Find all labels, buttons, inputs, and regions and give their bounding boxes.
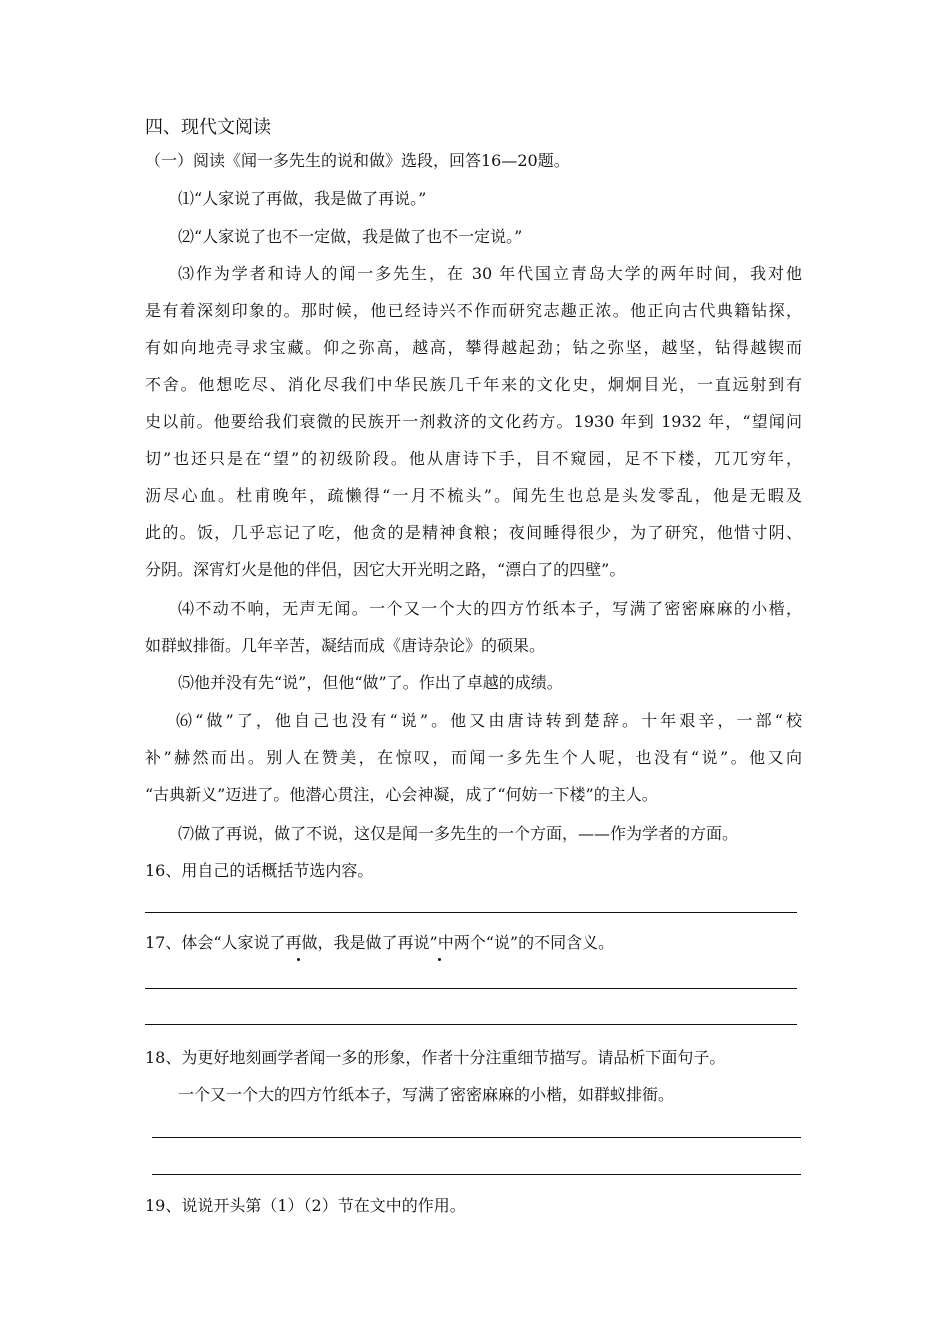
passage-paragraph-3-line: 有如向地壳寻求宝藏。仰之弥高，越高，攀得越起劲；钻之弥坚，越坚，钻得越锲而 xyxy=(145,338,802,357)
passage-paragraph-3-line: 是有着深刻印象的。那时候，他已经诗兴不作而研究志趣正浓。他正向古代典籍钻探， xyxy=(145,301,802,320)
emphasis-dot xyxy=(297,958,300,961)
question-16: 16、用自己的话概括节选内容。 xyxy=(145,861,374,880)
passage-paragraph-7: ⑺做了再说，做了不说，这仅是闻一多先生的一个方面，——作为学者的方面。 xyxy=(178,824,739,843)
passage-paragraph-2: ⑵“人家说了也不一定做，我是做了也不一定说。” xyxy=(178,227,523,246)
answer-line[interactable] xyxy=(152,1174,801,1175)
passage-paragraph-4-line: 如群蚁排衙。几年辛苦，凝结而成《唐诗杂论》的硕果。 xyxy=(145,636,546,655)
passage-paragraph-6-line: ⑹“做”了，他自己也没有“说”。他又由唐诗转到楚辞。十年艰辛，一部“校 xyxy=(176,711,802,730)
question-19: 19、说说开头第（1）（2）节在文中的作用。 xyxy=(145,1196,466,1215)
reading-intro: （一）阅读《闻一多先生的说和做》选段，回答16—20题。 xyxy=(145,151,570,170)
passage-paragraph-3-line: 不舍。他想吃尽、消化尽我们中华民族几千年来的文化史，炯炯目光，一直远射到有 xyxy=(145,375,802,394)
passage-paragraph-3-line: 史以前。他要给我们衰微的民族开一剂救济的文化药方。1930 年到 1932 年，“望闻问 xyxy=(145,412,802,431)
answer-line[interactable] xyxy=(145,912,797,913)
answer-line[interactable] xyxy=(145,988,797,989)
section-title: 四、现代文阅读 xyxy=(145,117,271,138)
passage-paragraph-3-line: ⑶作为学者和诗人的闻一多先生，在 30 年代国立青岛大学的两年时间，我对他 xyxy=(178,264,802,283)
passage-paragraph-3-line: 沥尽心血。杜甫晚年，疏懒得“一月不梳头”。闻先生也总是头发零乱，他是无暇及 xyxy=(145,486,802,505)
passage-paragraph-3-line: 切”也还只是在“望”的初级阶段。他从唐诗下手，目不窥园，足不下楼，兀兀穷年， xyxy=(145,449,802,468)
passage-paragraph-6-line: “古典新义”迈进了。他潜心贯注，心会神凝，成了“何妨一下楼”的主人。 xyxy=(145,785,658,804)
question-18-quoted-sentence: 一个又一个大的四方竹纸本子，写满了密密麻麻的小楷，如群蚁排衙。 xyxy=(178,1085,675,1104)
answer-line[interactable] xyxy=(145,1024,797,1025)
emphasis-dot xyxy=(438,958,441,961)
question-17: 17、体会“人家说了再做，我是做了再说”中两个“说”的不同含义。 xyxy=(145,933,615,952)
passage-paragraph-5: ⑸他并没有先“说”，但他“做”了。作出了卓越的成绩。 xyxy=(178,673,563,692)
passage-paragraph-3-line: 此的。饭，几乎忘记了吃，他贪的是精神食粮；夜间睡得很少，为了研究，他惜寸阴、 xyxy=(145,523,802,542)
passage-paragraph-6-line: 补”赫然而出。别人在赞美，在惊叹，而闻一多先生个人呢，也没有“说”。他又向 xyxy=(145,748,802,767)
answer-line[interactable] xyxy=(152,1137,801,1138)
question-18: 18、为更好地刻画学者闻一多的形象，作者十分注重细节描写。请品析下面句子。 xyxy=(145,1048,726,1067)
passage-paragraph-1: ⑴“人家说了再做，我是做了再说。” xyxy=(178,189,427,208)
passage-paragraph-4-line: ⑷不动不响，无声无闻。一个又一个大的四方竹纸本子，写满了密密麻麻的小楷， xyxy=(178,599,802,618)
passage-paragraph-3-line: 分阴。深宵灯火是他的伴侣，因它大开光明之路，“漂白了的四壁”。 xyxy=(145,560,626,579)
